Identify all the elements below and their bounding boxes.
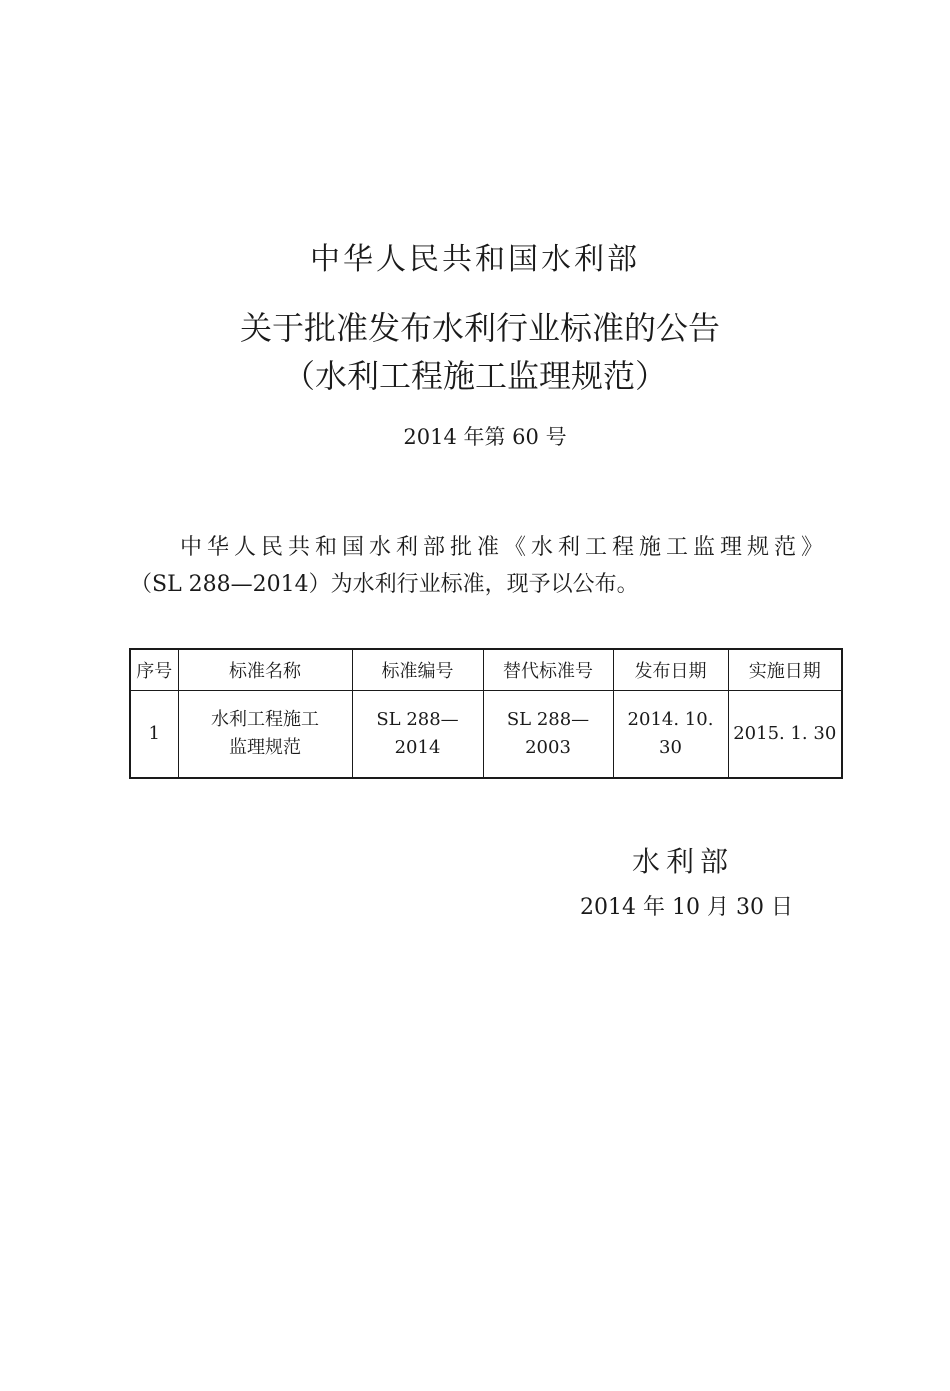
cell-standard-name xyxy=(178,691,352,779)
header-issue-date: 发布日期 xyxy=(613,649,728,691)
header-replaced-code: 替代标准号 xyxy=(483,649,613,691)
issuing-ministry: 中华人民共和国水利部 xyxy=(310,242,640,277)
standards-table xyxy=(129,648,843,779)
cell-replaced-code: SL 288—2003 xyxy=(483,691,613,779)
table-header-row xyxy=(130,649,842,691)
header-effective-date: 实施日期 xyxy=(728,649,842,691)
header-standard-name: 标准名称 xyxy=(178,649,352,691)
body-text-line-2: （SL 288—2014）为水利行业标准，现予以公布。 xyxy=(130,572,639,597)
cell-standard-code: SL 288—2014 xyxy=(352,691,483,779)
notice-number: 2014 年第 60 号 xyxy=(403,425,567,449)
header-standard-code: 标准编号 xyxy=(352,649,483,691)
signatory: 水利部 xyxy=(632,845,735,878)
table-row xyxy=(130,691,842,779)
notice-title: 关于批准发布水利行业标准的公告 xyxy=(239,309,720,347)
signing-date: 2014 年 10 月 30 日 xyxy=(580,895,793,920)
cell-seq: 1 xyxy=(130,691,178,779)
standard-name-line-2: 监理规范 xyxy=(229,737,301,758)
standard-name-line-1: 水利工程施工 xyxy=(211,709,319,730)
cell-effective-date: 2015. 1. 30 xyxy=(728,691,842,779)
cell-issue-date: 2014. 10. 30 xyxy=(613,691,728,779)
header-seq: 序号 xyxy=(130,649,178,691)
notice-subtitle: （水利工程施工监理规范） xyxy=(282,357,667,395)
body-text-line-1: 中华人民共和国水利部批准《水利工程施工监理规范》 xyxy=(180,535,829,560)
